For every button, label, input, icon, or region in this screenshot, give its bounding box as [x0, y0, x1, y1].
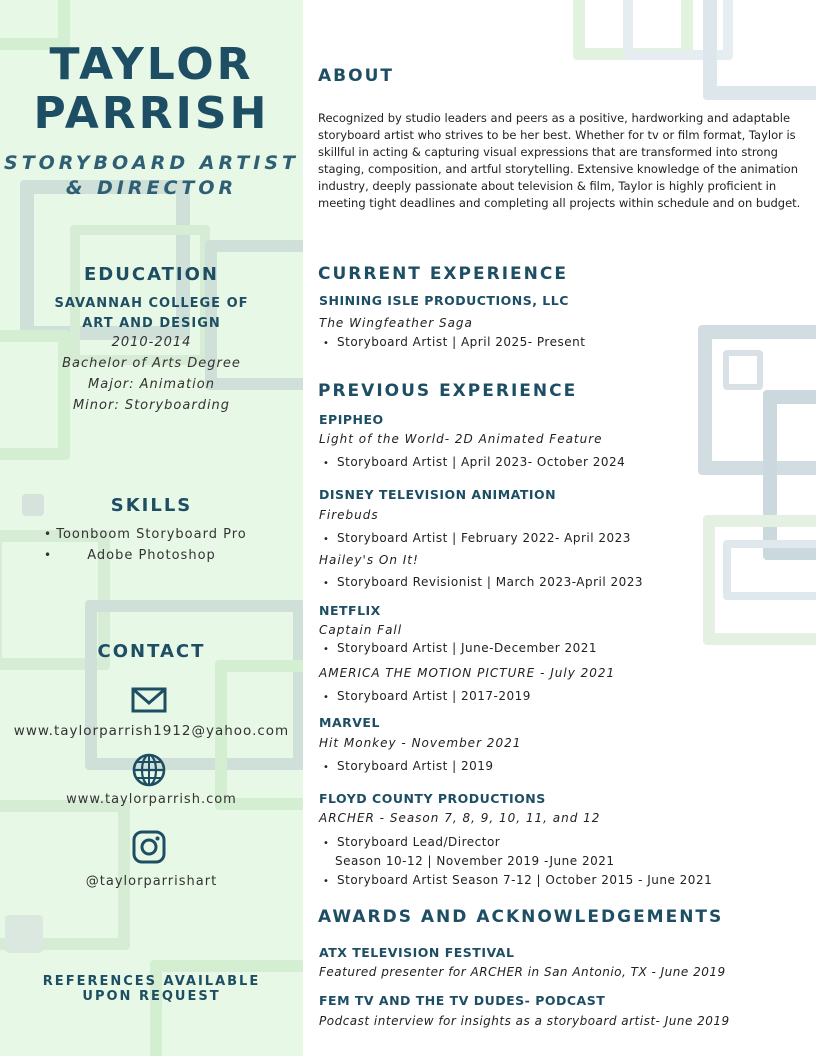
role-item: • Storyboard Artist | 2017-2019: [323, 689, 531, 703]
project-title: AMERICA THE MOTION PICTURE - July 2021: [319, 666, 616, 680]
skills-list: [0, 524, 303, 566]
sidebar: [0, 0, 303, 1056]
awards-heading: AWARDS AND ACKNOWLEDGEMENTS: [318, 907, 724, 927]
role-item: • Storyboard Artist | 2019: [323, 759, 494, 773]
role-item: • Storyboard Revisionist | March 2023-April 2023: [323, 575, 644, 589]
role-text: Storyboard Artist | April 2025- Present: [337, 335, 586, 349]
decorative-square: [703, 0, 816, 100]
education-heading: EDUCATION: [84, 264, 219, 285]
instagram-handle[interactable]: @taylorparrishart: [85, 874, 218, 889]
project-title: The Wingfeather Saga: [319, 316, 473, 330]
previous-experience-heading: PREVIOUS EXPERIENCE: [318, 381, 578, 401]
role-item: • Storyboard Lead/Director: [323, 835, 501, 849]
education-major: Major: Animation: [88, 377, 215, 392]
role-item: • Storyboard Artist | June-December 2021: [323, 641, 598, 655]
job-title-line1: STORYBOARD ARTIST: [4, 152, 299, 174]
references-line2: UPON REQUEST: [82, 989, 221, 1004]
main-content: [303, 0, 816, 1056]
project-title: ARCHER - Season 7, 8, 9, 10, 11, and 12: [319, 811, 601, 825]
company-name: NETFLIX: [319, 603, 381, 618]
role-detail: Season 10-12 | November 2019 -June 2021: [335, 854, 615, 868]
about-heading: ABOUT: [318, 66, 394, 86]
name-first: TAYLOR: [49, 39, 254, 90]
project-title: Firebuds: [319, 508, 379, 522]
education-minor: Minor: Storyboarding: [72, 398, 231, 413]
instagram-icon: [131, 829, 167, 865]
job-title-line2: & DIRECTOR: [65, 177, 238, 199]
education-degree: Bachelor of Arts Degree: [62, 356, 241, 371]
education-years: 2010-2014: [111, 335, 192, 350]
decorative-square: [723, 540, 816, 600]
company-name: DISNEY TELEVISION ANIMATION: [319, 487, 557, 502]
references-line1: REFERENCES AVAILABLE: [42, 974, 261, 989]
role-text: Storyboard Revisionist | March 2023-April 2023: [337, 575, 644, 589]
name-last: PARRISH: [33, 88, 270, 139]
school-name-line2: ART AND DESIGN: [82, 316, 221, 331]
role-text: Storyboard Artist | 2017-2019: [337, 689, 531, 703]
role-text: Storyboard Artist | February 2022- April 2023: [337, 531, 631, 545]
skill-item: • Adobe Photoshop: [0, 545, 303, 566]
skill-item: • Toonboom Storyboard Pro: [0, 524, 303, 545]
skills-heading: SKILLS: [110, 495, 193, 516]
role-item: • Storyboard Artist | April 2023- October 2024: [323, 455, 626, 469]
company-name: MARVEL: [319, 715, 380, 730]
email-link[interactable]: www.taylorparrish1912@yahoo.com: [13, 723, 290, 739]
company-name: EPIPHEO: [319, 412, 384, 427]
role-text: Storyboard Artist Season 7-12 | October 2015 - June 2021: [337, 873, 713, 887]
project-title: Captain Fall: [319, 623, 403, 637]
project-title: Light of the World- 2D Animated Feature: [319, 432, 603, 446]
award-title: FEM TV AND THE TV DUDES- PODCAST: [319, 993, 606, 1008]
references-note: [0, 974, 303, 1004]
school-name-line1: SAVANNAH COLLEGE OF: [54, 296, 249, 311]
award-description: Featured presenter for ARCHER in San Antonio, TX - June 2019: [319, 965, 726, 979]
contact-heading: CONTACT: [97, 641, 206, 662]
role-item: • Storyboard Artist | February 2022- April 2023: [323, 531, 631, 545]
role-item: • Storyboard Artist | April 2025- Present: [323, 335, 586, 349]
role-item: • Storyboard Artist Season 7-12 | October 2015 - June 2021: [323, 873, 713, 887]
role-text: Storyboard Artist | April 2023- October 2024: [337, 455, 626, 469]
mail-icon: [131, 682, 167, 718]
award-description: Podcast interview for insights as a storyboard artist- June 2019: [319, 1014, 730, 1028]
role-text: Storyboard Artist | June-December 2021: [337, 641, 598, 655]
project-title: Hailey's On It!: [319, 553, 419, 567]
globe-icon: [131, 752, 167, 788]
company-name: FLOYD COUNTY PRODUCTIONS: [319, 791, 546, 806]
role-text: Storyboard Artist | 2019: [337, 759, 494, 773]
decorative-square: [723, 350, 763, 390]
company-name: SHINING ISLE PRODUCTIONS, LLC: [319, 293, 569, 308]
role-text: Storyboard Lead/Director: [337, 835, 501, 849]
project-title: Hit Monkey - November 2021: [319, 736, 522, 750]
about-text: Recognized by studio leaders and peers as a positive, hardworking and adaptable storyboard artist who strives to be her best. Whether for tv or film format, Taylor is skillful in acting & capturing visual expressions that are transformed into strong staging, composition, and artful storytelling. Extensive knowledge of the animation industry, deeply passionate about television & film, Taylor is highly proficient in meeting tight deadlines and completing all projects within schedule and on budget.: [318, 111, 801, 210]
award-title: ATX TELEVISION FESTIVAL: [319, 945, 515, 960]
current-experience-heading: CURRENT EXPERIENCE: [318, 264, 568, 284]
website-link[interactable]: www.taylorparrish.com: [66, 792, 237, 807]
